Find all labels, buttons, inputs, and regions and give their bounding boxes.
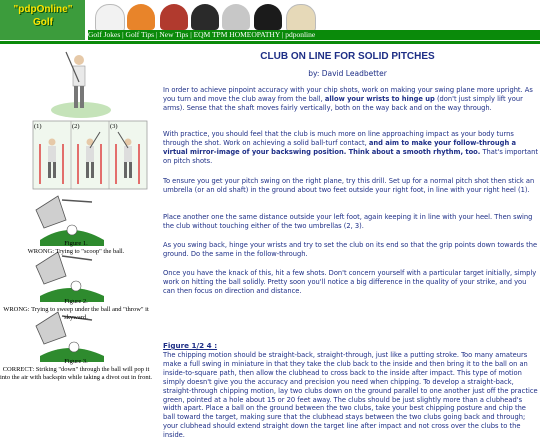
figure-3-caption: Figure 3. CORRECT: Striking "down" through the ball will pop it into the air with backspin while taking a divot out in front. (0, 358, 153, 381)
site-logo[interactable] (0, 0, 85, 40)
article-paragraph-2: With practice, you should feel that the club is much more on line approaching impact as your body turns through the shot. Work on achieving a solid ball-turf contact, and aim to make your follow-through a virtual mirror-image of your backswing position. Think about a smooth rhythm, too. That's important on pitch shots. (163, 130, 538, 165)
top-nav-bar (88, 30, 540, 40)
hat-icon-golf-jokes[interactable] (95, 4, 125, 32)
nav-links[interactable]: Golf Jokes | Golf Tips | New Tips | EQM TPM HOMEOPATHY | pdponline (88, 30, 316, 39)
sidebar (0, 44, 152, 405)
figure-1-illustration (36, 196, 104, 246)
article-paragraph-1: In order to achieve pinpoint accuracy with your chip shots, work on making your swing plane more upright. As you turn and move the club away from the ball, allow your wrists to hinge up (don't just simply lift your arms). Sense that the shaft moves fairly vertically, both on the way back and on the way through. (163, 86, 533, 112)
photo-label-2: (2) (72, 123, 80, 130)
article-paragraph-3: To ensure you get your pitch swing on the right plane, try this drill. Set up for a normal pitch shot then stick an umbrella (or an old shaft) in the ground about two feet outside your right foot, in line with your right heel (1). (163, 177, 535, 194)
figure-2-caption: Figure 2. WRONG: Trying to sweep under the ball and "throw" it skyward. (3, 298, 149, 321)
hat-icon-golf-tips[interactable] (127, 4, 155, 30)
drill-photos (33, 121, 147, 189)
hat-icon-pdponline[interactable] (286, 4, 316, 32)
article-paragraph-4: Place another one the same distance outside your left foot, again keeping it in line with your heel. Then swing the club without touching either of the two umbrellas (2, 3). (163, 213, 533, 230)
article-byline: by: David Leadbetter (308, 69, 387, 78)
article-paragraph-5: As you swing back, hinge your wrists and try to set the club on its end so that the grip points down towards the ground. Do the same in the follow-through. (163, 241, 538, 258)
golfer-illustration (51, 52, 111, 118)
hat-icon-tpm[interactable] (222, 4, 250, 30)
article-paragraph-7: The chipping motion should be straight-back, straight-through, just like a putting stroke. Too many amateurs make a full swing in miniature in that they take the club back to the inside and then bring it to the ball on an inside-to-square path, then allow the clubhead to cross back to the inside after impact. This type of motion simply doesn't give you the accuracy and precision you need when chipping. To develop a straight-back, straight-through chipping motion, lay two clubs down on the ground parallel to one another just off the practice green, pointed at a hole about 15 or 20 feet away. The clubs should be just slightly more than a clubhead's width apart. Place a ball on the ground between the two clubs, take your best chipping posture and chip the ball toward the target, making sure that the clubhead stays between the two clubs going back and through; your clubhead should extend straight down the target line after impact and not cross over the clubs to the inside. (163, 351, 538, 440)
sidebar-illustrations (0, 44, 152, 405)
hat-icon-eqm[interactable] (191, 4, 219, 30)
photo-label-3: (3) (110, 123, 118, 130)
site-header (0, 0, 540, 40)
figure-1-caption: Figure 1. WRONG: Trying to "scoop" the ball. (27, 240, 125, 255)
photo-label-1: (1) (34, 123, 42, 130)
article-paragraph-6: Once you have the knack of this, hit a few shots. Don't concern yourself with a particular target initially, simply work on hitting the ball solidly. Pretty soon you'll notice a big difference in the quality of your strike, and you can then focus on direction and distance. (163, 269, 537, 295)
hat-icon-new-tips[interactable] (160, 4, 188, 30)
article-content (155, 44, 540, 440)
site-name: "pdpOnline" (13, 4, 73, 15)
hat-icon-homeopathy[interactable] (254, 4, 282, 30)
article-title: CLUB ON LINE FOR SOLID PITCHES (260, 51, 435, 62)
site-name-golf: Golf (33, 17, 53, 28)
figure-heading: Figure 1/2 4 : (163, 341, 218, 350)
figure-2-illustration (36, 252, 104, 302)
